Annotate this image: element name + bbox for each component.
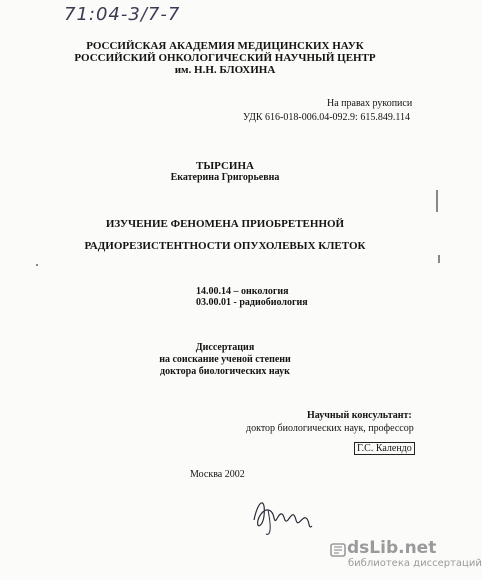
- author-first-name: Екатерина Григорьевна: [170, 172, 280, 183]
- manuscript-rights-note: На правах рукописи: [327, 98, 413, 109]
- scan-artifact: [36, 264, 38, 266]
- advisor-name: Г.С. Календо: [354, 442, 415, 455]
- thesis-title-line-2: РАДИОРЕЗИСТЕНТНОСТИ ОПУХОЛЕВЫХ КЛЕТОК: [84, 240, 366, 252]
- organization-line-3: им. Н.Н. БЛОХИНА: [174, 64, 276, 76]
- degree-line-2: доктора биологических наук: [160, 366, 290, 377]
- scan-artifact: [436, 190, 438, 212]
- scan-artifact: [438, 255, 440, 263]
- advisor-title: доктор биологических наук, профессор: [246, 423, 414, 434]
- dissertation-label: Диссертация: [195, 342, 255, 353]
- advisor-label: Научный консультант:: [307, 410, 412, 421]
- dslib-logo-icon: [330, 542, 346, 558]
- author-last-name: ТЫРСИНА: [196, 160, 254, 172]
- watermark-tagline: библиотека диссертаций: [348, 558, 482, 569]
- organization-line-2: РОССИЙСКИЙ ОНКОЛОГИЧЕСКИЙ НАУЧНЫЙ ЦЕНТР: [74, 52, 376, 64]
- city-year: Москва 2002: [190, 469, 245, 480]
- specialty-code-1: 14.00.14 – онкология: [196, 286, 289, 297]
- degree-line-1: на соискание ученой степени: [159, 354, 291, 365]
- udc-code: УДК 616-018-006.04-092.9: 615.849.114: [243, 112, 410, 123]
- handwritten-signature: [248, 490, 318, 538]
- watermark-domain: dsLib.net: [347, 538, 437, 558]
- thesis-title-line-1: ИЗУЧЕНИЕ ФЕНОМЕНА ПРИОБРЕТЕННОЙ: [105, 218, 345, 230]
- specialty-code-2: 03.00.01 - радиобиология: [196, 297, 308, 308]
- handwritten-catalog-code: 71:04-3/7-7: [64, 4, 181, 25]
- organization-line-1: РОССИЙСКАЯ АКАДЕМИЯ МЕДИЦИНСКИХ НАУК: [86, 40, 364, 52]
